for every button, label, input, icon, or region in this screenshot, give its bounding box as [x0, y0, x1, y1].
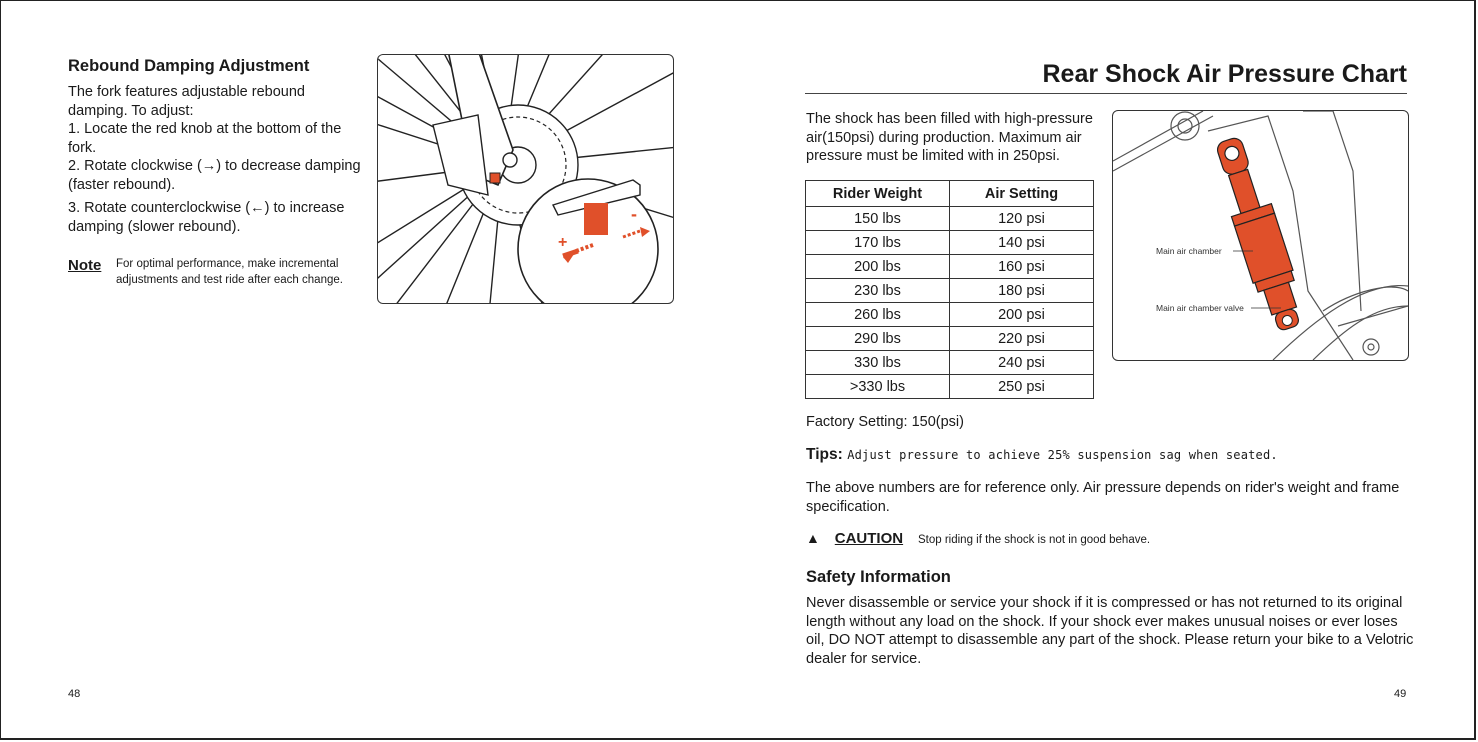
label-main-air-chamber: Main air chamber: [1156, 246, 1222, 256]
weight-cell: 150 lbs: [806, 207, 950, 231]
table-row: [806, 351, 1094, 375]
rear-shock-illustration: [1113, 111, 1408, 360]
step-2: 2. Rotate clockwise (→) to decrease damping: [68, 158, 361, 174]
rebound-intro: [68, 83, 361, 236]
tips: [806, 446, 1278, 464]
table-row: [806, 279, 1094, 303]
rebound-heading: Rebound Damping Adjustment: [68, 57, 310, 75]
safety-line: oil, DO NOT attempt to disassemble any part of the shock. Please return your bike to a Velotric: [806, 632, 1414, 648]
plus-label: +: [558, 234, 568, 251]
step-3-cont: damping (slower rebound).: [68, 218, 241, 235]
page-number-right: 49: [1394, 688, 1407, 700]
warning-triangle-icon: ▲: [806, 530, 820, 546]
weight-cell: 260 lbs: [806, 303, 950, 327]
intro-line: The shock has been filled with high-pressure: [806, 111, 1093, 127]
weight-cell: 290 lbs: [806, 327, 950, 351]
safety-line: length without any load on the shock. If your shock ever makes unusual noises or ever loses: [806, 613, 1398, 630]
pressure-table: [805, 180, 1094, 399]
table-row: [806, 255, 1094, 279]
minus-label: -: [631, 204, 637, 224]
psi-cell: 120 psi: [950, 207, 1094, 231]
weight-cell: >330 lbs: [806, 375, 950, 399]
intro-line: damping. To adjust:: [68, 102, 194, 119]
safety-line: dealer for service.: [806, 650, 922, 667]
table-header-row: [806, 181, 1094, 207]
caution-row: [806, 530, 1150, 548]
caution-label: CAUTION: [834, 530, 904, 547]
psi-cell: 250 psi: [950, 375, 1094, 399]
fork-wheel-illustration: [378, 55, 673, 303]
table-row: [806, 207, 1094, 231]
weight-cell: 230 lbs: [806, 279, 950, 303]
label-main-air-chamber-valve: Main air chamber valve: [1156, 303, 1244, 313]
page-number-left: 48: [68, 688, 81, 700]
psi-cell: 200 psi: [950, 303, 1094, 327]
header-rider-weight: Rider Weight: [806, 181, 950, 207]
page-title: Rear Shock Air Pressure Chart: [1042, 60, 1407, 88]
intro-line: air(150psi) during production. Maximum air: [806, 129, 1082, 146]
intro-line: pressure must be limited with in 250psi.: [806, 148, 1060, 164]
note-line: adjustments and test ride after each change.: [116, 274, 343, 286]
psi-cell: 160 psi: [950, 255, 1094, 279]
fork-rebound-figure: [377, 54, 674, 304]
psi-cell: 240 psi: [950, 351, 1094, 375]
note-text: [116, 256, 343, 288]
note-label: Note: [68, 257, 102, 274]
weight-cell: 330 lbs: [806, 351, 950, 375]
psi-cell: 180 psi: [950, 279, 1094, 303]
intro-line: The fork features adjustable rebound: [68, 84, 305, 100]
rear-shock-figure: [1112, 110, 1409, 361]
step-1-cont: fork.: [68, 139, 97, 156]
table-row: [806, 327, 1094, 351]
reference-note: [806, 479, 1399, 516]
reference-line: The above numbers are for reference only. Air pressure depends on rider's weight and frame: [806, 480, 1400, 496]
note-line: For optimal performance, make incremental: [116, 258, 339, 270]
safety-line: Never disassemble or service your shock if it is compressed or has not returned to its original: [806, 595, 1403, 611]
step-1: 1. Locate the red knob at the bottom of the: [68, 121, 342, 137]
caution-text: Stop riding if the shock is not in good behave.: [918, 534, 1151, 546]
weight-cell: 170 lbs: [806, 231, 950, 255]
title-rule: [805, 93, 1407, 94]
tips-label: Tips:: [806, 446, 843, 463]
psi-cell: 140 psi: [950, 231, 1094, 255]
step-2-cont: (faster rebound).: [68, 176, 176, 193]
weight-cell: 200 lbs: [806, 255, 950, 279]
psi-cell: 220 psi: [950, 327, 1094, 351]
step-3: 3. Rotate counterclockwise (←) to increase: [68, 200, 345, 216]
safety-heading: Safety Information: [806, 568, 951, 586]
factory-setting: Factory Setting: 150(psi): [806, 414, 964, 430]
table-row: [806, 375, 1094, 399]
tips-text: Adjust pressure to achieve 25% suspension sag when seated.: [847, 448, 1278, 462]
table-row: [806, 231, 1094, 255]
reference-line: specification.: [806, 498, 890, 515]
safety-text: [806, 594, 1413, 668]
header-air-setting: Air Setting: [950, 181, 1094, 207]
shock-intro: [806, 110, 1093, 166]
table-row: [806, 303, 1094, 327]
